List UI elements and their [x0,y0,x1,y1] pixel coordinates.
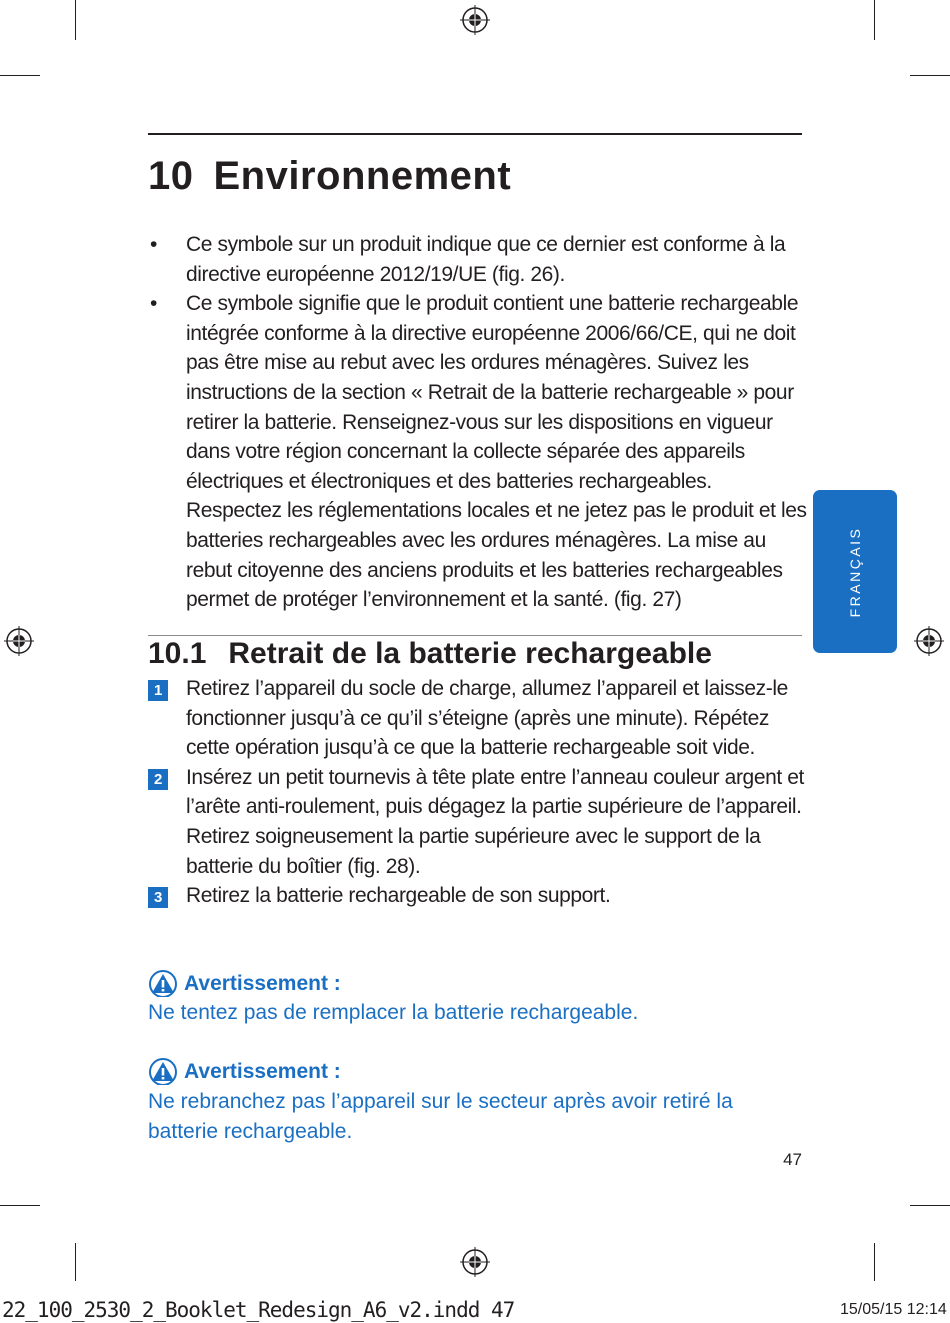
language-tab [813,490,897,653]
crop-mark [0,1205,40,1206]
section-title: Environnement [213,154,512,198]
step-number-badge: 1 [148,680,168,701]
warning-title-text: Avertissement : [184,1059,341,1083]
slug-date: 15/05/15 12:14 [840,1301,947,1318]
slug-filename: 22_100_2530_2_Booklet_Redesign_A6_v2.indd 47 [2,1298,515,1322]
warning-title [148,1058,341,1085]
crop-mark [75,1243,76,1281]
section-number: 10 [148,154,194,198]
list-item [148,289,808,615]
subsection-number: 10.1 [148,637,207,670]
list-item [148,881,808,911]
page-title [148,154,511,199]
registration-mark-icon [460,1247,490,1277]
registration-mark-icon [460,5,490,35]
bullet-text: Ce symbole sur un produit indique que ce dernier est conforme à la directive européenne 2012/19/UE (fig. 26). [186,233,786,286]
crop-mark [910,1205,950,1206]
language-tab-label: FRANÇAIS [847,526,863,617]
crop-mark [874,0,875,40]
page-number: 47 [783,1150,802,1169]
crop-mark [910,75,950,76]
subheading-rule [148,635,802,636]
warning-title [148,970,341,997]
crop-mark [75,0,76,40]
list-item [148,674,808,763]
bullet-list [148,230,808,615]
registration-mark-icon [914,626,944,656]
bullet-marker: • [150,292,157,316]
step-number-badge: 2 [148,769,168,790]
bullet-marker: • [150,233,157,256]
list-item [148,230,808,289]
warning-text: Ne tentez pas de remplacer la batterie rechargeable. [148,1001,639,1024]
warning-text: Ne rebranchez pas l’appareil sur le secteur après avoir retiré la batterie rechargeable. [148,1090,733,1143]
warning-triangle-icon [148,970,178,997]
bullet-text: Ce symbole signifie que le produit contient une batterie rechargeable intégrée conforme à la directive européenne 2006/66/CE, qui ne doit pas être mise au rebut avec les ordures ménagères. Suivez les instructions de la section « Retrait de la batterie rechargeable » pour retirer la batterie. Renseignez-vous sur les dispositions en vigueur dans votre région concernant la collecte séparée des appareils électriques et électroniques et des batteries rechargeables. Respectez les réglementations locales et ne jetez pas le produit et les batteries rechargeables avec les ordures ménagères. La mise au rebut citoyenne des anciens produits et les batteries rechargeables permet de protéger l’environnement et la santé. (fig. 27) [186,292,807,612]
subsection-title-text: Retrait de la batterie rechargeable [228,637,712,670]
heading-rule [148,133,802,135]
step-text: Retirez la batterie rechargeable de son support. [186,884,611,908]
step-text: Insérez un petit tournevis à tête plate entre l’anneau couleur argent et l’arête anti-roulement, puis dégagez la partie supérieure de l’appareil. Retirez soigneusement la partie supérieure avec le support de la batterie du boîtier (fig. 28). [186,765,804,878]
warning-triangle-icon [148,1058,178,1085]
step-number-badge: 3 [148,887,168,908]
crop-mark [0,75,40,76]
step-list [148,674,808,911]
registration-mark-icon [4,626,34,656]
crop-mark [874,1243,875,1281]
step-text: Retirez l’appareil du socle de charge, allumez l’appareil et laissez-le fonctionner jusqu’à ce qu’il s’éteigne (après une minute). Répétez cette opération jusqu’à ce que la batterie rechargeable soit vide. [186,677,788,760]
subsection-title [148,637,712,671]
list-item [148,763,808,881]
warning-title-text: Avertissement : [184,971,341,995]
